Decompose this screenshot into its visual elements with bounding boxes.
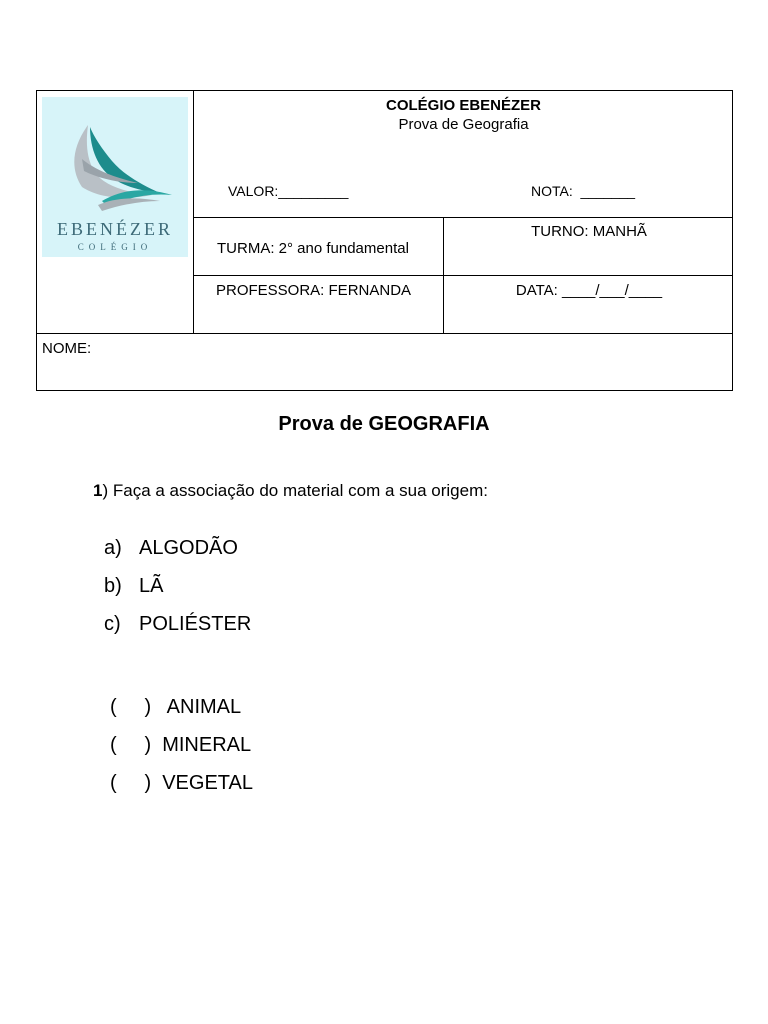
sail-logo-icon xyxy=(42,97,188,217)
match-item-vegetal: ( ) VEGETAL xyxy=(110,772,253,794)
options-list xyxy=(104,536,251,650)
list-item xyxy=(104,612,251,650)
divider xyxy=(37,333,733,334)
turno-field: TURNO: MANHÃ xyxy=(531,223,647,240)
data-field: DATA: ____/___/____ xyxy=(515,282,663,299)
professora-field: PROFESSORA: FERNANDA xyxy=(216,282,412,299)
nome-field: NOME: xyxy=(42,340,92,357)
question-text: ) Faça a associação do material com a sua origem: xyxy=(102,481,488,500)
match-item-mineral: ( ) MINERAL xyxy=(110,734,252,756)
option-text: LÃ xyxy=(139,575,164,597)
match-list xyxy=(110,695,253,809)
valor-field: VALOR:_________ xyxy=(228,183,349,199)
divider xyxy=(193,275,733,276)
option-text: ALGODÃO xyxy=(139,537,238,559)
list-item xyxy=(104,574,251,612)
option-letter: c) xyxy=(104,613,121,635)
logo-text: EBENÉZER xyxy=(57,219,173,239)
nota-field: NOTA: _______ xyxy=(531,183,636,199)
subject-label: Prova de Geografia xyxy=(398,116,529,133)
option-letter: a) xyxy=(104,537,122,559)
match-item-animal: ( ) ANIMAL xyxy=(110,696,242,718)
option-text: POLIÉSTER xyxy=(139,613,252,635)
header-table xyxy=(36,90,733,391)
school-logo xyxy=(42,97,188,257)
logo-subtext: COLÉGIO xyxy=(77,242,153,252)
question-1 xyxy=(93,481,488,501)
list-item xyxy=(104,536,251,574)
exam-title: Prova de GEOGRAFIA xyxy=(278,413,490,435)
school-name: COLÉGIO EBENÉZER xyxy=(385,97,542,114)
question-number: 1 xyxy=(93,481,103,500)
turma-field: TURMA: 2° ano fundamental xyxy=(217,240,409,257)
option-letter: b) xyxy=(104,575,122,597)
divider xyxy=(193,217,733,218)
